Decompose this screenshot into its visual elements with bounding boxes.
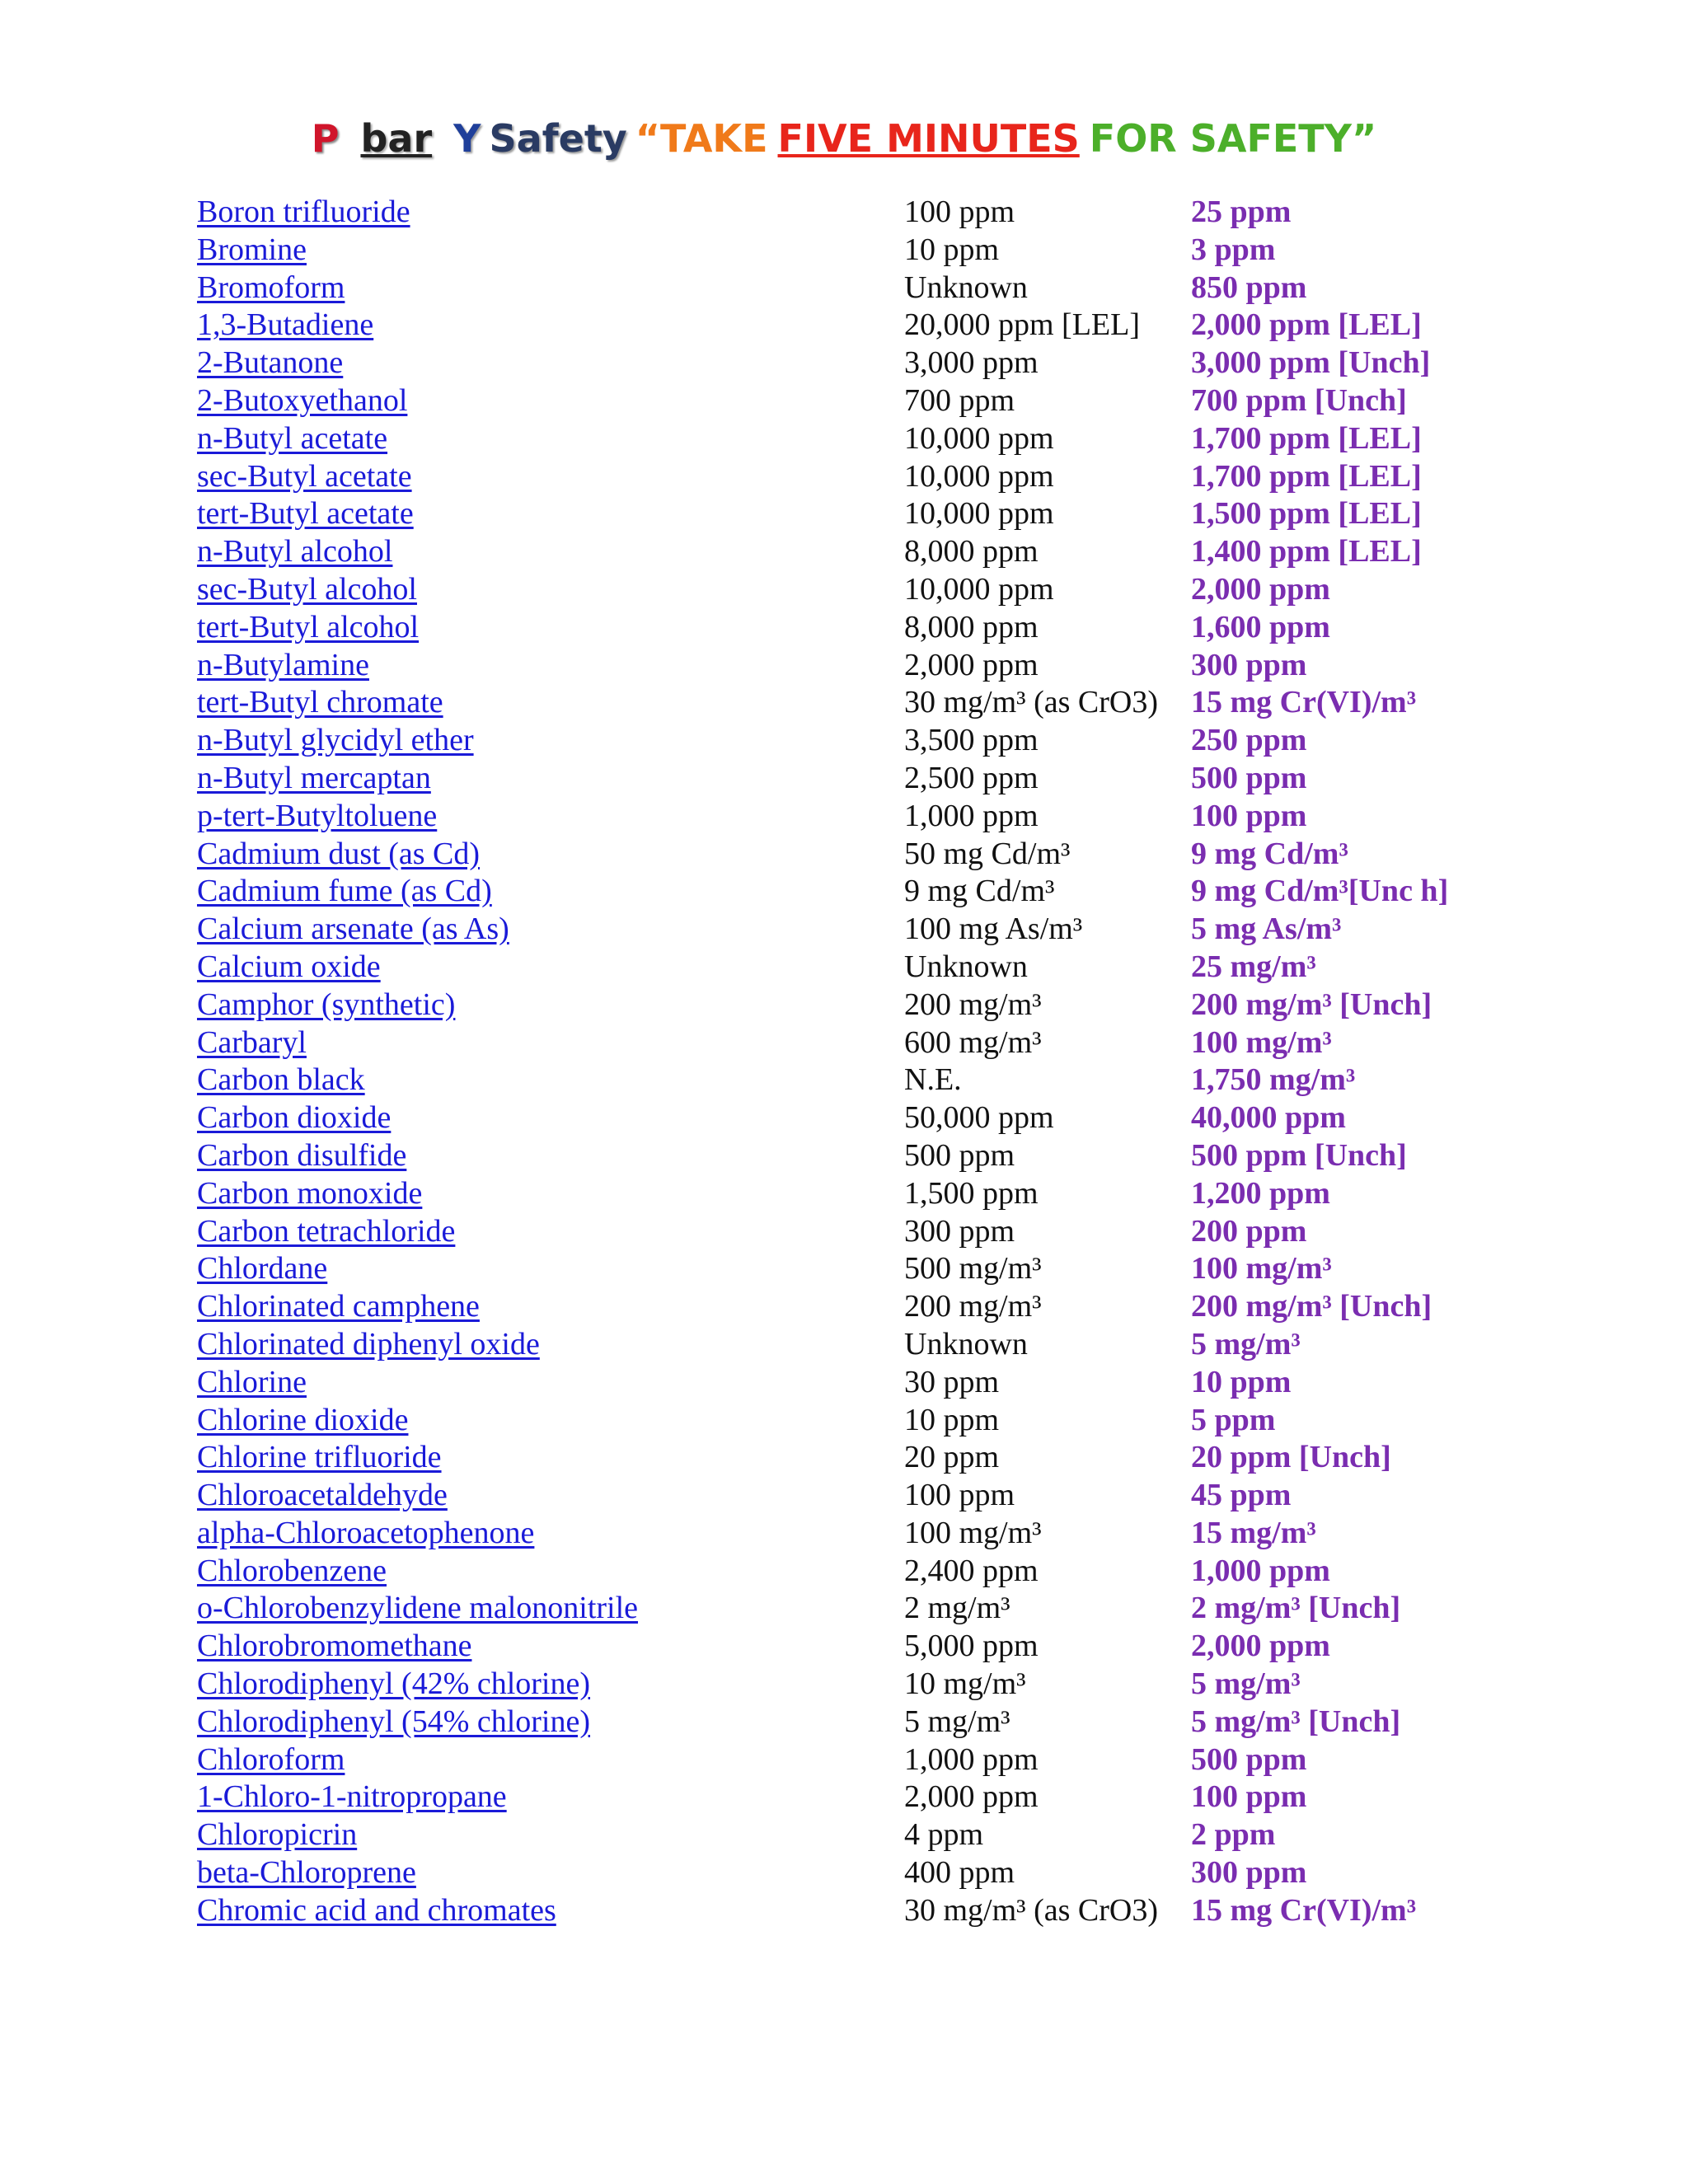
original-idlh-value: 5 mg/m³ [904, 1704, 1010, 1739]
chemical-name-link[interactable]: 2-Butanone [197, 345, 344, 381]
table-row [0, 420, 1688, 458]
original-idlh-value: 20 ppm [904, 1440, 1000, 1475]
table-row [0, 1364, 1688, 1402]
table-row [0, 1628, 1688, 1666]
original-idlh-value: 100 ppm [904, 194, 1015, 229]
chemical-name-link[interactable]: p-tert-Butyltoluene [197, 798, 438, 833]
revised-idlh-value: 20 ppm [Unch] [1191, 1440, 1391, 1475]
revised-idlh-value: 2 mg/m³ [Unch] [1191, 1591, 1401, 1626]
revised-idlh-value: 500 ppm [Unch] [1191, 1137, 1407, 1173]
table-row [0, 232, 1688, 269]
revised-idlh-value: 100 mg/m³ [1191, 1251, 1332, 1286]
chemical-name-link[interactable]: Chloroform [197, 1741, 345, 1777]
revised-idlh-value: 300 ppm [1191, 1855, 1307, 1891]
original-idlh-value: 2,400 ppm [904, 1553, 1039, 1588]
chemical-name-link[interactable]: 2-Butoxyethanol [197, 382, 408, 418]
table-row [0, 1439, 1688, 1477]
original-idlh-value: 1,500 ppm [904, 1175, 1039, 1211]
header-slogan-take: “TAKE [635, 116, 768, 161]
revised-idlh-value: 9 mg Cd/m³ [1191, 836, 1348, 871]
revised-idlh-value: 5 mg As/m³ [1191, 912, 1342, 947]
revised-idlh-value: 1,400 ppm [LEL] [1191, 534, 1422, 569]
chemical-name-link[interactable]: Chlorodiphenyl (42% chlorine) [197, 1666, 591, 1702]
chemical-name-link[interactable]: n-Butyl alcohol [197, 534, 393, 569]
chemical-name-link[interactable]: o-Chlorobenzylidene malononitrile [197, 1591, 639, 1626]
table-row [0, 1326, 1688, 1364]
chemical-name-link[interactable]: Carbaryl [197, 1024, 307, 1060]
original-idlh-value: 400 ppm [904, 1855, 1015, 1891]
original-idlh-value: 100 mg/m³ [904, 1515, 1042, 1550]
original-idlh-value: 1,000 ppm [904, 1741, 1039, 1777]
original-idlh-value: 50,000 ppm [904, 1100, 1054, 1136]
header-bar: bar [360, 116, 433, 161]
revised-idlh-value: 100 ppm [1191, 798, 1307, 833]
chemical-name-link[interactable]: 1,3-Butadiene [197, 307, 374, 343]
revised-idlh-value: 850 ppm [1191, 269, 1307, 305]
table-row [0, 1288, 1688, 1326]
revised-idlh-value: 2,000 ppm [LEL] [1191, 307, 1422, 343]
chemical-name-link[interactable]: Chlorinated diphenyl oxide [197, 1326, 540, 1361]
table-row [0, 1704, 1688, 1741]
table-row [0, 307, 1688, 344]
revised-idlh-value: 3,000 ppm [Unch] [1191, 345, 1431, 381]
revised-idlh-value: 10 ppm [1191, 1364, 1292, 1399]
chemical-name-link[interactable]: Bromine [197, 232, 307, 267]
revised-idlh-value: 1,000 ppm [1191, 1553, 1330, 1588]
chemical-name-link[interactable]: Chlorobromomethane [197, 1629, 472, 1664]
original-idlh-value: 10,000 ppm [904, 571, 1054, 607]
table-row [0, 722, 1688, 760]
table-row [0, 1062, 1688, 1099]
revised-idlh-value: 500 ppm [1191, 1741, 1307, 1777]
table-row [0, 1553, 1688, 1591]
original-idlh-value: 600 mg/m³ [904, 1024, 1042, 1060]
original-idlh-value: 100 ppm [904, 1478, 1015, 1513]
table-row [0, 987, 1688, 1024]
revised-idlh-value: 25 ppm [1191, 194, 1292, 229]
chemical-table [0, 194, 1688, 1930]
original-idlh-value: Unknown [904, 269, 1028, 305]
revised-idlh-value: 250 ppm [1191, 723, 1307, 758]
revised-idlh-value: 100 ppm [1191, 1779, 1307, 1815]
revised-idlh-value: 200 ppm [1191, 1213, 1307, 1249]
revised-idlh-value: 25 mg/m³ [1191, 949, 1316, 984]
table-row [0, 1402, 1688, 1440]
chemical-name-link[interactable]: sec-Butyl alcohol [197, 571, 417, 607]
original-idlh-value: 30 mg/m³ (as CrO3) [904, 1892, 1158, 1928]
table-row [0, 609, 1688, 647]
revised-idlh-value: 5 ppm [1191, 1402, 1276, 1437]
table-row [0, 684, 1688, 722]
revised-idlh-value: 700 ppm [Unch] [1191, 382, 1407, 418]
chemical-name-link[interactable]: Chloroacetaldehyde [197, 1478, 448, 1513]
chemical-name-link[interactable]: Cadmium dust (as Cd) [197, 836, 481, 871]
chemical-name-link[interactable]: Calcium oxide [197, 949, 381, 984]
chemical-name-link[interactable]: Chlorinated camphene [197, 1289, 480, 1324]
original-idlh-value: 30 mg/m³ (as CrO3) [904, 685, 1158, 720]
original-idlh-value: 300 ppm [904, 1213, 1015, 1249]
table-row [0, 1024, 1688, 1062]
chemical-name-link[interactable]: Calcium arsenate (as As) [197, 912, 509, 947]
table-row [0, 798, 1688, 836]
table-row [0, 1892, 1688, 1930]
original-idlh-value: 2 mg/m³ [904, 1591, 1010, 1626]
original-idlh-value: 200 mg/m³ [904, 987, 1042, 1022]
original-idlh-value: 10 mg/m³ [904, 1666, 1026, 1702]
original-idlh-value: 500 mg/m³ [904, 1251, 1042, 1286]
header-y: Y [453, 116, 481, 161]
revised-idlh-value: 1,200 ppm [1191, 1175, 1330, 1211]
chemical-name-link[interactable]: Carbon tetrachloride [197, 1213, 456, 1249]
revised-idlh-value: 2,000 ppm [1191, 571, 1330, 607]
original-idlh-value: 9 mg Cd/m³ [904, 874, 1055, 909]
chemical-name-link[interactable]: n-Butyl mercaptan [197, 760, 431, 795]
chemical-name-link[interactable]: Carbon black [197, 1062, 365, 1098]
chemical-name-link[interactable]: n-Butyl glycidyl ether [197, 723, 474, 758]
table-row [0, 1590, 1688, 1628]
chemical-name-link[interactable]: 1-Chloro-1-nitropropane [197, 1779, 507, 1815]
table-row [0, 1175, 1688, 1213]
original-idlh-value: 4 ppm [904, 1817, 984, 1853]
chemical-name-link[interactable]: tert-Butyl chromate [197, 685, 443, 720]
page-header [0, 105, 1688, 171]
revised-idlh-value: 300 ppm [1191, 647, 1307, 682]
chemical-name-link[interactable]: alpha-Chloroacetophenone [197, 1515, 535, 1550]
original-idlh-value: 8,000 ppm [904, 609, 1039, 644]
table-row [0, 344, 1688, 382]
revised-idlh-value: 5 mg/m³ [1191, 1326, 1301, 1361]
table-row [0, 1779, 1688, 1816]
table-row [0, 1515, 1688, 1553]
original-idlh-value: 5,000 ppm [904, 1629, 1039, 1664]
chemical-name-link[interactable]: Chlorine trifluoride [197, 1440, 442, 1475]
table-row [0, 458, 1688, 496]
table-row [0, 194, 1688, 232]
table-row [0, 1477, 1688, 1515]
revised-idlh-value: 9 mg Cd/m³[Unc h] [1191, 874, 1449, 909]
table-row [0, 495, 1688, 533]
original-idlh-value: 30 ppm [904, 1364, 1000, 1399]
revised-idlh-value: 5 mg/m³ [Unch] [1191, 1704, 1401, 1739]
table-row [0, 836, 1688, 874]
table-row [0, 949, 1688, 987]
chemical-name-link[interactable]: sec-Butyl acetate [197, 458, 412, 494]
table-row [0, 873, 1688, 911]
revised-idlh-value: 3 ppm [1191, 232, 1276, 267]
table-row [0, 647, 1688, 685]
original-idlh-value: 2,000 ppm [904, 647, 1039, 682]
revised-idlh-value: 1,750 mg/m³ [1191, 1062, 1356, 1098]
original-idlh-value: N.E. [904, 1062, 962, 1098]
original-idlh-value: 3,000 ppm [904, 345, 1039, 381]
chemical-name-link[interactable]: Chlorobenzene [197, 1553, 387, 1588]
revised-idlh-value: 15 mg Cr(VI)/m³ [1191, 685, 1417, 720]
table-row [0, 911, 1688, 949]
original-idlh-value: 100 mg As/m³ [904, 912, 1083, 947]
table-row [0, 1666, 1688, 1704]
revised-idlh-value: 1,700 ppm [LEL] [1191, 420, 1422, 456]
revised-idlh-value: 15 mg Cr(VI)/m³ [1191, 1892, 1417, 1928]
revised-idlh-value: 200 mg/m³ [Unch] [1191, 1289, 1432, 1324]
chemical-name-link[interactable]: Chromic acid and chromates [197, 1892, 556, 1928]
original-idlh-value: 700 ppm [904, 382, 1015, 418]
table-row [0, 1854, 1688, 1892]
revised-idlh-value: 1,500 ppm [LEL] [1191, 496, 1422, 532]
table-row [0, 760, 1688, 798]
chemical-name-link[interactable]: Camphor (synthetic) [197, 987, 456, 1022]
original-idlh-value: Unknown [904, 1326, 1028, 1361]
header-slogan-for-safety: FOR SAFETY” [1089, 116, 1377, 161]
original-idlh-value: 8,000 ppm [904, 534, 1039, 569]
chemical-name-link[interactable]: Chlorine dioxide [197, 1402, 409, 1437]
original-idlh-value: 10,000 ppm [904, 458, 1054, 494]
table-row [0, 1250, 1688, 1288]
revised-idlh-value: 500 ppm [1191, 760, 1307, 795]
chemical-name-link[interactable]: tert-Butyl acetate [197, 496, 414, 532]
table-row [0, 382, 1688, 420]
revised-idlh-value: 1,700 ppm [LEL] [1191, 458, 1422, 494]
revised-idlh-value: 45 ppm [1191, 1478, 1292, 1513]
chemical-name-link[interactable]: Chlordane [197, 1251, 328, 1286]
table-row [0, 1741, 1688, 1779]
revised-idlh-value: 2 ppm [1191, 1817, 1276, 1853]
table-row [0, 269, 1688, 307]
table-row [0, 1816, 1688, 1854]
header-p: P [311, 116, 340, 161]
original-idlh-value: 500 ppm [904, 1137, 1015, 1173]
revised-idlh-value: 200 mg/m³ [Unch] [1191, 987, 1432, 1022]
chemical-name-link[interactable]: n-Butylamine [197, 647, 369, 682]
header-safety: Safety [489, 116, 627, 161]
original-idlh-value: 10,000 ppm [904, 496, 1054, 532]
original-idlh-value: 2,000 ppm [904, 1779, 1039, 1815]
revised-idlh-value: 2,000 ppm [1191, 1629, 1330, 1664]
original-idlh-value: 50 mg Cd/m³ [904, 836, 1071, 871]
header-slogan-five-minutes: FIVE MINUTES [777, 116, 1080, 161]
chemical-name-link[interactable]: n-Butyl acetate [197, 420, 388, 456]
chemical-name-link[interactable]: Cadmium fume (as Cd) [197, 874, 492, 909]
table-row [0, 1213, 1688, 1251]
chemical-name-link[interactable]: Chloropicrin [197, 1817, 358, 1853]
chemical-name-link[interactable]: Chlorine [197, 1364, 307, 1399]
original-idlh-value: Unknown [904, 949, 1028, 984]
chemical-name-link[interactable]: Bromoform [197, 269, 345, 305]
chemical-name-link[interactable]: Boron trifluoride [197, 194, 410, 229]
chemical-name-link[interactable]: tert-Butyl alcohol [197, 609, 420, 644]
chemical-name-link[interactable]: Carbon monoxide [197, 1175, 423, 1211]
original-idlh-value: 10,000 ppm [904, 420, 1054, 456]
revised-idlh-value: 40,000 ppm [1191, 1100, 1346, 1136]
chemical-name-link[interactable]: Chlorodiphenyl (54% chlorine) [197, 1704, 591, 1739]
original-idlh-value: 200 mg/m³ [904, 1289, 1042, 1324]
chemical-name-link[interactable]: Carbon dioxide [197, 1100, 392, 1136]
table-row [0, 1137, 1688, 1175]
chemical-name-link[interactable]: beta-Chloroprene [197, 1855, 416, 1891]
original-idlh-value: 10 ppm [904, 1402, 1000, 1437]
revised-idlh-value: 15 mg/m³ [1191, 1515, 1316, 1550]
chemical-name-link[interactable]: Carbon disulfide [197, 1137, 407, 1173]
table-row [0, 571, 1688, 609]
original-idlh-value: 10 ppm [904, 232, 1000, 267]
revised-idlh-value: 100 mg/m³ [1191, 1024, 1332, 1060]
original-idlh-value: 1,000 ppm [904, 798, 1039, 833]
original-idlh-value: 2,500 ppm [904, 760, 1039, 795]
original-idlh-value: 20,000 ppm [LEL] [904, 307, 1141, 343]
original-idlh-value: 3,500 ppm [904, 723, 1039, 758]
revised-idlh-value: 5 mg/m³ [1191, 1666, 1301, 1702]
revised-idlh-value: 1,600 ppm [1191, 609, 1330, 644]
table-row [0, 1099, 1688, 1137]
table-row [0, 533, 1688, 571]
